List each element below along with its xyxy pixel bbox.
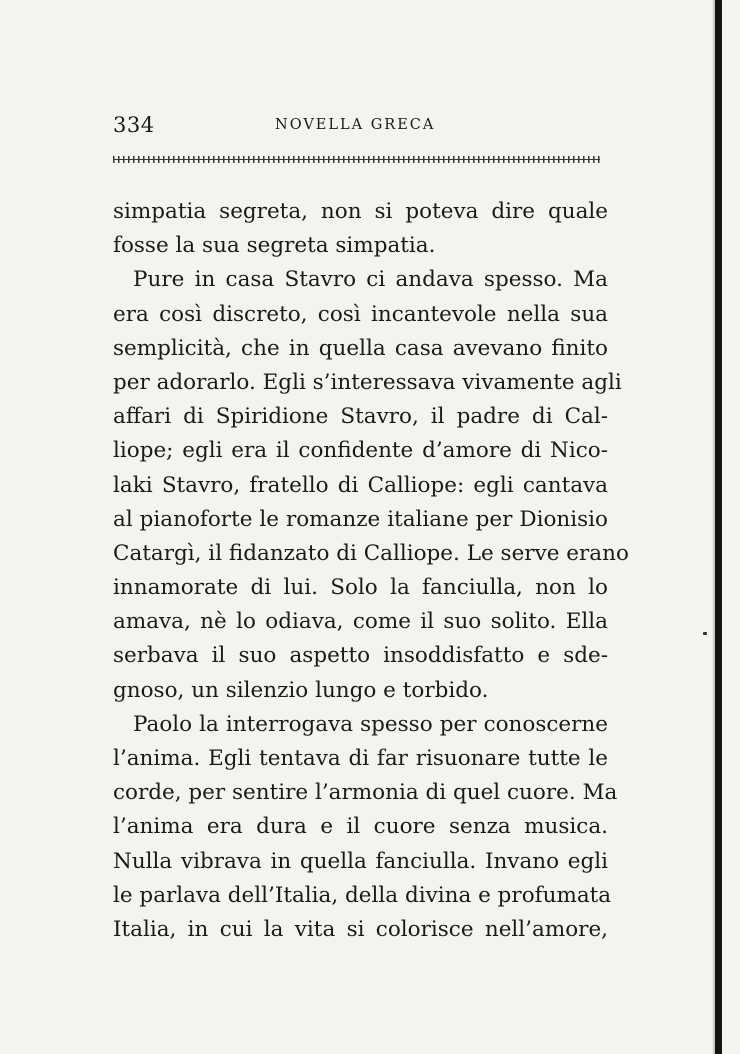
text-line: affari di Spiridione Stavro, il padre di Cal- [113,404,608,430]
text-line: per adorarlo. Egli s’interessava vivamente agli [113,369,622,395]
text-line: gnoso, un silenzio lungo e torbido. [113,677,489,703]
text-line: serbava il suo aspetto insoddisfatto e sde- [113,643,608,669]
text-line: Pure in casa Stavro ci andava spesso. Ma [133,267,608,293]
ornamental-rule [113,156,600,163]
text-line: semplicità, che in quella casa avevano finito [113,335,608,361]
text-line: Italia, in cui la vita si colorisce nell’amore, [113,916,608,942]
page-edge [715,0,722,1054]
print-speck [703,632,707,635]
page-number: 334 [113,113,155,137]
text-line: laki Stavro, fratello di Calliope: egli cantava [113,472,608,498]
text-line: Nulla vibrava in quella fanciulla. Invano egli [113,848,608,874]
text-line: amava, nè lo odiava, come il suo solito. Ella [113,609,608,635]
page-header [113,113,613,143]
text-line: al pianoforte le romanze italiane per Dionisio [113,506,608,532]
text-line: innamorate di lui. Solo la fanciulla, non lo [113,575,608,601]
text-line: le parlava dell’Italia, della divina e profumata [113,882,612,908]
text-line: simpatia segreta, non si poteva dire quale [113,199,608,224]
text-line: Paolo la interrogava spesso per conoscerne [133,711,608,737]
running-title: NOVELLA GRECA [275,117,436,133]
text-line: l’anima. Egli tentava di far risuonare tutte le [113,746,608,771]
text-line: liope; egli era il confidente d’amore di Nico- [113,438,608,464]
text-line: fosse la sua segreta simpatia. [113,233,436,259]
text-line: Catargì, il fidanzato di Calliope. Le serve erano [113,540,629,566]
text-line: corde, per sentire l’armonia di quel cuore. Ma [113,780,618,806]
text-line: l’anima era dura e il cuore senza musica. [113,814,608,840]
text-line: era così discreto, così incantevole nella sua [113,301,608,327]
body-text [113,195,629,947]
